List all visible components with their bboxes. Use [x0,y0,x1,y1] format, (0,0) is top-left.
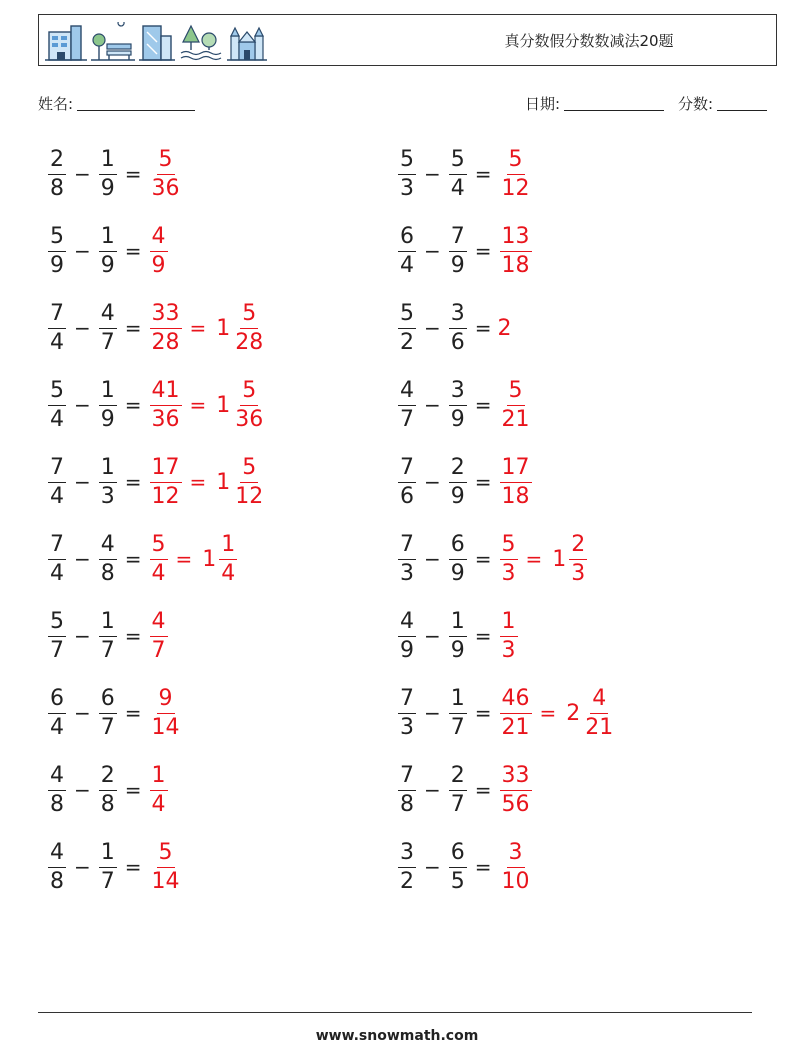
glass-tower-icon [139,22,175,62]
equals-sign: = [124,393,142,417]
minuend-fraction-numerator: 7 [398,533,416,560]
answer-fraction-numerator: 46 [500,687,532,714]
answer-fraction [500,687,532,740]
score-label: 分数: [678,95,714,113]
header-box [38,14,777,66]
answer-fraction [150,379,182,432]
subtrahend-fraction-numerator: 7 [449,225,467,252]
problem-18 [396,755,534,825]
equals-sign: = [124,239,142,263]
minuend-fraction-numerator: 4 [48,841,66,868]
subtrahend-fraction-denominator: 8 [100,560,115,586]
subtrahend-fraction-numerator: 2 [99,764,117,791]
footer-url: www.snowmath.com [315,1028,479,1044]
answer-fraction [150,764,168,817]
subtrahend-fraction-numerator: 3 [449,379,467,406]
equals-sign: = [474,701,492,725]
minuend-fraction-numerator: 5 [48,379,66,406]
answer-fraction-numerator: 4 [150,610,168,637]
footer-divider [38,1012,752,1013]
minuend-fraction-denominator: 4 [50,483,64,509]
minus-sign: − [424,778,441,802]
minuend-fraction [398,148,416,201]
answer-fraction-numerator: 1 [150,764,168,791]
minuend-fraction [48,225,66,278]
park-bench-icon [91,22,135,62]
subtrahend-fraction-numerator: 1 [99,610,117,637]
problem-16 [396,678,617,748]
answer-fraction-denominator: 14 [151,714,180,740]
minuend-fraction-denominator: 8 [50,791,64,817]
answer-fraction [150,148,182,201]
problem-1 [46,139,184,209]
name-field[interactable] [38,93,195,114]
subtrahend-fraction-numerator: 2 [449,764,467,791]
subtrahend-fraction [99,148,117,201]
minuend-fraction-denominator: 8 [50,868,64,894]
subtrahend-fraction [99,225,117,278]
answer-fraction-denominator: 3 [501,637,516,663]
mixed-fraction-part [233,456,265,509]
answer-fraction [500,533,518,586]
minus-sign: − [74,239,91,263]
minuend-fraction-denominator: 4 [50,406,64,432]
mixed-fraction-part-denominator: 28 [235,329,264,355]
mixed-fraction-part [569,533,587,586]
problem-5 [46,293,267,363]
answer-fraction [150,225,168,278]
minus-sign: − [424,162,441,186]
minus-sign: − [424,316,441,340]
answer-equals-sign: = [189,470,207,494]
answer-fraction [150,610,168,663]
problem-17 [46,755,170,825]
subtrahend-fraction [449,456,467,509]
mixed-fraction-part-numerator: 5 [240,302,258,329]
subtrahend-fraction [449,379,467,432]
answer-fraction-numerator: 13 [500,225,532,252]
minuend-fraction-denominator: 3 [400,175,414,201]
problem-9 [46,447,267,517]
name-blank[interactable] [77,94,195,111]
answer-equals-sign: = [539,701,557,725]
answer-fraction-numerator: 5 [157,148,175,175]
minuend-fraction-numerator: 3 [398,841,416,868]
answer-fraction-numerator: 5 [500,533,518,560]
subtrahend-fraction [99,456,117,509]
name-label: 姓名: [38,95,74,113]
minuend-fraction-denominator: 3 [400,714,414,740]
subtrahend-fraction-denominator: 8 [100,791,115,817]
minuend-fraction [48,456,66,509]
minuend-fraction [48,148,66,201]
subtrahend-fraction [99,533,117,586]
subtrahend-fraction-numerator: 3 [449,302,467,329]
header-icons [45,20,267,62]
subtrahend-fraction-numerator: 1 [99,841,117,868]
subtrahend-fraction-denominator: 9 [450,406,465,432]
equals-sign: = [124,624,142,648]
mixed-fraction-part-denominator: 36 [235,406,264,432]
answer-fraction-denominator: 18 [501,252,530,278]
subtrahend-fraction-denominator: 9 [100,406,115,432]
minuend-fraction [398,225,416,278]
subtrahend-fraction-denominator: 9 [450,252,465,278]
equals-sign: = [474,316,492,340]
answer-fraction-denominator: 36 [151,406,180,432]
subtrahend-fraction-numerator: 6 [449,841,467,868]
equals-sign: = [124,162,142,186]
minus-sign: − [74,855,91,879]
mixed-whole-part: 1 [552,546,567,572]
mixed-fraction-part-denominator: 4 [221,560,236,586]
minus-sign: − [424,855,441,879]
answer-fraction-numerator: 5 [507,379,525,406]
problem-14 [396,601,520,671]
minuend-fraction-denominator: 4 [400,252,414,278]
subtrahend-fraction-numerator: 1 [449,687,467,714]
problem-19 [46,832,184,902]
mixed-fraction-part-denominator: 3 [571,560,586,586]
minuend-fraction-denominator: 4 [50,714,64,740]
mixed-fraction-part-denominator: 21 [585,714,614,740]
answer-fraction-denominator: 12 [151,483,180,509]
subtrahend-fraction-numerator: 6 [449,533,467,560]
answer-fraction-numerator: 33 [150,302,182,329]
subtrahend-fraction-numerator: 1 [449,610,467,637]
minuend-fraction-numerator: 6 [398,225,416,252]
problem-2 [396,139,534,209]
minuend-fraction-denominator: 4 [50,329,64,355]
subtrahend-fraction [449,764,467,817]
answer-fraction-denominator: 36 [151,175,180,201]
minus-sign: − [74,393,91,417]
subtrahend-fraction [449,687,467,740]
equals-sign: = [474,393,492,417]
answer-fraction [150,687,182,740]
minus-sign: − [424,393,441,417]
answer-fraction-numerator: 17 [150,456,182,483]
mixed-fraction-part-numerator: 5 [240,456,258,483]
answer-equals-sign: = [189,393,207,417]
minuend-fraction-numerator: 7 [398,456,416,483]
answer-whole: 2 [497,315,512,341]
minuend-fraction-denominator: 9 [400,637,414,663]
subtrahend-fraction-numerator: 5 [449,148,467,175]
answer-fraction-numerator: 33 [500,764,532,791]
subtrahend-fraction-numerator: 4 [99,302,117,329]
minuend-fraction-numerator: 4 [48,764,66,791]
minuend-fraction-numerator: 5 [398,148,416,175]
minuend-fraction-denominator: 9 [50,252,64,278]
minuend-fraction-denominator: 4 [50,560,64,586]
minuend-fraction-denominator: 2 [400,329,414,355]
minuend-fraction-numerator: 7 [398,764,416,791]
minuend-fraction [48,764,66,817]
score-field[interactable] [678,93,767,114]
subtrahend-fraction-denominator: 9 [100,175,115,201]
equals-sign: = [474,547,492,571]
answer-fraction [150,841,182,894]
answer-fraction-denominator: 12 [501,175,530,201]
subtrahend-fraction-numerator: 1 [99,225,117,252]
river-trees-icon [179,22,223,62]
mixed-fraction-part [233,379,265,432]
equals-sign: = [474,239,492,263]
subtrahend-fraction-denominator: 9 [450,483,465,509]
minuend-fraction [48,302,66,355]
minus-sign: − [74,624,91,648]
minus-sign: − [424,239,441,263]
score-blank[interactable] [717,94,767,111]
subtrahend-fraction-numerator: 4 [99,533,117,560]
subtrahend-fraction-denominator: 7 [100,329,115,355]
answer-fraction-denominator: 21 [501,714,530,740]
subtrahend-fraction-denominator: 3 [100,483,115,509]
minus-sign: − [74,316,91,340]
answer-equals-sign: = [525,547,543,571]
equals-sign: = [124,547,142,571]
answer-fraction-denominator: 18 [501,483,530,509]
subtrahend-fraction [99,687,117,740]
problem-20 [396,832,534,902]
minus-sign: − [424,547,441,571]
minuend-fraction-numerator: 7 [48,302,66,329]
problem-15 [46,678,184,748]
minuend-fraction [398,764,416,817]
church-icon [227,22,267,62]
subtrahend-fraction-denominator: 7 [450,714,465,740]
problem-6 [396,293,512,363]
mixed-whole-part: 1 [216,392,231,418]
subtrahend-fraction-denominator: 9 [450,637,465,663]
minuend-fraction-denominator: 7 [50,637,64,663]
answer-fraction-numerator: 1 [500,610,518,637]
answer-fraction-numerator: 41 [150,379,182,406]
minuend-fraction [398,533,416,586]
subtrahend-fraction [99,764,117,817]
answer-fraction [500,841,532,894]
minuend-fraction-numerator: 7 [48,456,66,483]
mixed-fraction-part-numerator: 4 [590,687,608,714]
minuend-fraction-denominator: 6 [400,483,414,509]
minuend-fraction-denominator: 3 [400,560,414,586]
equals-sign: = [124,855,142,879]
minuend-fraction [398,379,416,432]
minus-sign: − [74,778,91,802]
subtrahend-fraction [99,302,117,355]
minuend-fraction-numerator: 7 [398,687,416,714]
answer-fraction-denominator: 4 [151,560,166,586]
answer-fraction [500,148,532,201]
minuend-fraction [48,610,66,663]
subtrahend-fraction-denominator: 9 [450,560,465,586]
minus-sign: − [74,701,91,725]
equals-sign: = [474,855,492,879]
answer-fraction-numerator: 9 [157,687,175,714]
subtrahend-fraction-numerator: 6 [99,687,117,714]
answer-equals-sign: = [189,316,207,340]
minuend-fraction [398,841,416,894]
answer-fraction-denominator: 9 [151,252,166,278]
minus-sign: − [74,547,91,571]
problem-3 [46,216,170,286]
problem-7 [46,370,267,440]
answer-fraction [500,610,518,663]
subtrahend-fraction-denominator: 7 [100,714,115,740]
minus-sign: − [424,624,441,648]
mixed-fraction-part [583,687,615,740]
minuend-fraction-denominator: 2 [400,868,414,894]
problem-13 [46,601,170,671]
mixed-fraction-part-numerator: 2 [569,533,587,560]
answer-fraction [500,456,532,509]
problem-10 [396,447,534,517]
subtrahend-fraction-numerator: 1 [99,379,117,406]
minuend-fraction-denominator: 7 [400,406,414,432]
subtrahend-fraction-denominator: 6 [450,329,465,355]
answer-fraction [150,302,182,355]
minuend-fraction-numerator: 4 [398,379,416,406]
answer-fraction-denominator: 7 [151,637,166,663]
answer-fraction-numerator: 4 [150,225,168,252]
minuend-fraction [48,841,66,894]
office-building-icon [45,22,87,62]
answer-fraction [500,379,532,432]
answer-equals-sign: = [175,547,193,571]
answer-fraction-denominator: 28 [151,329,180,355]
subtrahend-fraction [449,610,467,663]
equals-sign: = [124,778,142,802]
minuend-fraction [48,533,66,586]
equals-sign: = [474,624,492,648]
minus-sign: − [424,470,441,494]
equals-sign: = [124,701,142,725]
mixed-fraction-part-denominator: 12 [235,483,264,509]
answer-fraction [150,456,182,509]
subtrahend-fraction [449,841,467,894]
subtrahend-fraction-denominator: 9 [100,252,115,278]
subtrahend-fraction [449,302,467,355]
problem-11 [46,524,239,594]
equals-sign: = [474,778,492,802]
subtrahend-fraction-numerator: 2 [449,456,467,483]
subtrahend-fraction [449,148,467,201]
mixed-whole-part: 1 [216,315,231,341]
subtrahend-fraction [449,225,467,278]
answer-fraction-numerator: 5 [157,841,175,868]
minuend-fraction-numerator: 6 [48,687,66,714]
answer-fraction-denominator: 21 [501,406,530,432]
mixed-whole-part: 2 [566,700,581,726]
equals-sign: = [474,162,492,186]
mixed-fraction-part [219,533,237,586]
minuend-fraction-numerator: 5 [398,302,416,329]
equals-sign: = [474,470,492,494]
answer-fraction-denominator: 56 [501,791,530,817]
minuend-fraction [48,687,66,740]
minuend-fraction-numerator: 5 [48,610,66,637]
answer-fraction [500,764,532,817]
mixed-fraction-part [233,302,265,355]
subtrahend-fraction-denominator: 4 [450,175,465,201]
date-blank[interactable] [564,94,664,111]
subtrahend-fraction-denominator: 5 [450,868,465,894]
minuend-fraction [398,302,416,355]
subtrahend-fraction-denominator: 7 [450,791,465,817]
mixed-whole-part: 1 [202,546,217,572]
minuend-fraction-denominator: 8 [400,791,414,817]
minuend-fraction [398,610,416,663]
mixed-fraction-part-numerator: 1 [219,533,237,560]
subtrahend-fraction-denominator: 7 [100,637,115,663]
subtrahend-fraction [99,379,117,432]
answer-fraction-denominator: 4 [151,791,166,817]
minus-sign: − [74,470,91,494]
mixed-fraction-part-numerator: 5 [240,379,258,406]
minus-sign: − [74,162,91,186]
problem-8 [396,370,534,440]
minuend-fraction-numerator: 5 [48,225,66,252]
answer-fraction-denominator: 3 [501,560,516,586]
answer-fraction-numerator: 17 [500,456,532,483]
subtrahend-fraction-numerator: 1 [99,148,117,175]
subtrahend-fraction-numerator: 1 [99,456,117,483]
minuend-fraction [398,456,416,509]
subtrahend-fraction [99,610,117,663]
answer-fraction [500,225,532,278]
problem-4 [396,216,534,286]
worksheet-title: 真分数假分数数减法20题 [504,32,674,50]
subtrahend-fraction [449,533,467,586]
date-field[interactable] [525,93,664,114]
problem-12 [396,524,589,594]
minus-sign: − [424,701,441,725]
minuend-fraction-numerator: 4 [398,610,416,637]
equals-sign: = [124,470,142,494]
subtrahend-fraction-denominator: 7 [100,868,115,894]
minuend-fraction-denominator: 8 [50,175,64,201]
answer-fraction-denominator: 14 [151,868,180,894]
answer-fraction-numerator: 3 [507,841,525,868]
subtrahend-fraction [99,841,117,894]
minuend-fraction [48,379,66,432]
answer-fraction-numerator: 5 [507,148,525,175]
date-label: 日期: [525,95,561,113]
answer-fraction-numerator: 5 [150,533,168,560]
equals-sign: = [124,316,142,340]
minuend-fraction [398,687,416,740]
minuend-fraction-numerator: 7 [48,533,66,560]
mixed-whole-part: 1 [216,469,231,495]
minuend-fraction-numerator: 2 [48,148,66,175]
answer-fraction [150,533,168,586]
answer-fraction-denominator: 10 [501,868,530,894]
